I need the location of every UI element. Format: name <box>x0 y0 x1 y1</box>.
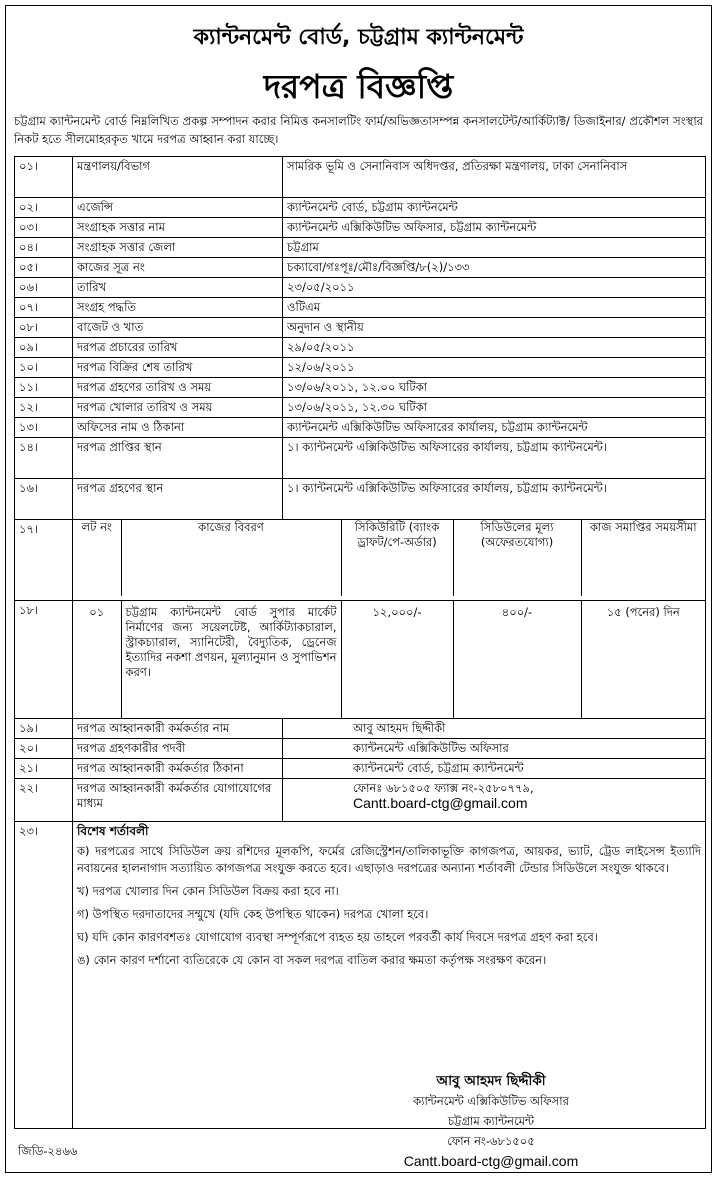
table-row <box>15 358 706 378</box>
row-label: সংগ্রাহক সত্তার জেলা <box>73 238 283 258</box>
signatory-designation: ক্যান্টনমেন্ট এক্সিকিউটিভ অফিসার <box>413 1094 569 1108</box>
row-number: ০৬। <box>15 278 73 298</box>
contact-row <box>15 779 706 822</box>
row-label: দরপত্র প্রাপ্তির স্থান <box>73 438 283 479</box>
completion-time: ১৫ (পনের) দিন <box>581 601 705 718</box>
table-row <box>15 479 706 520</box>
row-number: ২২। <box>15 779 73 822</box>
security-amount: ১২,০০০/- <box>341 601 453 718</box>
row-number: ১২। <box>15 398 73 418</box>
page-title: ক্যান্টনমেন্ট বোর্ড, চট্টগ্রাম ক্যান্টনমেন্ট <box>193 25 524 50</box>
description-col-header: কাজের বিবরণ <box>121 520 341 596</box>
row-number: ২০। <box>15 739 73 759</box>
signatory-name: আবু আহমদ ছিদ্দীকী <box>436 1073 546 1089</box>
row-value: ১। ক্যান্টনমেন্ট এক্সিকিউটিভ অফিসারের কার্যালয়, চট্টগ্রাম ক্যান্টনমেন্ট। <box>283 438 706 479</box>
row-label: দরপত্র গ্রহণের স্থান <box>73 479 283 520</box>
special-conditions-title: বিশেষ শর্তাবলী <box>77 824 149 838</box>
contact-email[interactable]: Cantt.board-ctg@gmail.com <box>353 795 528 811</box>
intro-paragraph: চট্টগ্রাম ক্যান্টনমেন্ট বোর্ড নিম্নলিখিত প্রকল্প সম্পাদন করার নিমিত্ত কনসালটিং ফার্ম/অভিজ্ঞতাসম্পন্ন কনসালটেন্ট/আর্কিট্যাক্ট/ ডিজাইনার/ প্রকৌশল সংস্থার নিকট হতে সীলমোহরকৃত খামে দরপত্র আহ্বান করা যাচ্ছে। <box>14 114 703 146</box>
row-number: ০৮। <box>15 318 73 338</box>
row-number: ১৯। <box>15 719 73 739</box>
row-label: দরপত্র আহ্বানকারী কর্মকর্তার ঠিকানা <box>73 759 283 779</box>
row-value: ওটিএম <box>283 298 706 318</box>
row-label: সংগ্রাহক সত্তার নাম <box>73 218 283 238</box>
lot-header-row <box>15 520 706 601</box>
row-number: ০৫। <box>15 258 73 278</box>
row-label: বাজেট ও খাত <box>73 318 283 338</box>
row-value: ক্যান্টনমেন্ট এক্সিকিউটিভ অফিসারের কার্যালয়, চট্টগ্রাম ক্যান্টনমেন্ট <box>283 418 706 438</box>
lot-number: ০১ <box>89 605 105 619</box>
row-value: ২৯/০৫/২০১১ <box>283 338 706 358</box>
table-row <box>15 198 706 218</box>
row-number: ০৩। <box>15 218 73 238</box>
row-number: ১০। <box>15 358 73 378</box>
row-label: মন্ত্রণালয়/বিভাগ <box>73 157 283 198</box>
table-row <box>15 719 706 739</box>
table-row <box>15 378 706 398</box>
row-number: ১৩। <box>15 418 73 438</box>
row-value: ১৩/০৬/২০১১, ১২.০০ ঘটিকা <box>283 378 706 398</box>
table-row <box>15 318 706 338</box>
table-row <box>15 238 706 258</box>
row-label: দরপত্র গ্রহণের তারিখ ও সময় <box>73 378 283 398</box>
signatory-phone: ফোন নং-৬৮১৫০৫ <box>447 1134 535 1148</box>
condition-item: ঙ) কোন কারণ দর্শানো ব্যতিরেকে যে কোন বা সকল দরপত্র বাতিল করার ক্ষমতা কর্তৃপক্ষ সংরক্ষণ করেন। <box>77 953 547 967</box>
security-col-header: সিকিউরিটি (ব্যাংক ড্রাফট/পে-অর্ডার) <box>341 520 453 596</box>
notice-heading: দরপত্র বিজ্ঞপ্তি <box>263 67 454 106</box>
row-label: সংগ্রহ পদ্ধতি <box>73 298 283 318</box>
signature-block <box>341 1071 641 1171</box>
table-row <box>15 278 706 298</box>
row-number: ১৭। <box>15 520 73 601</box>
table-row <box>15 258 706 278</box>
duration-col-header: কাজ সমাপ্তির সময়সীমা <box>581 520 705 596</box>
table-row <box>15 218 706 238</box>
row-value: চক্যাবো/গঃপূঃ/মৌঃ/বিজ্ঞপ্তি/৮(২)/১৩৩ <box>283 258 706 278</box>
condition-item: ঘ) যদি কোন কারণবশতঃ যোগাযোগ ব্যবস্থা সম্পূর্ণরূপে ব্যহত হয় তাহলে পরবর্তী কার্য দিবসে দরপত্র গ্রহণ করা হবে। <box>77 930 598 944</box>
row-value: ২৩/০৫/২০১১ <box>283 278 706 298</box>
table-row <box>15 398 706 418</box>
row-value: সামরিক ভূমি ও সেনানিবাস অধিদপ্তর, প্রতিরক্ষা মন্ত্রণালয়, ঢাকা সেনানিবাস <box>283 157 706 198</box>
row-label: দরপত্র খোলার তারিখ ও সময় <box>73 398 283 418</box>
condition-item: ক) দরপত্রের সাথে সিডিউল ক্রয় রশিদের মূলকপি, ফর্মের রেজিস্ট্রেশন/তালিকাভূক্তি কাগজপত্র, আয়কর, ভ্যাট, ট্রেড লাইসেন্স ইত্যাদি নবায়নের হালনাগাদ সত্যায়িত কাগজপত্র সংযুক্ত করতে হবে। এছাড়াও দরপত্রের অন্যান্য শর্তাবলী টেন্ডার সিডিউলে সংযুক্ত থাকবে। <box>77 844 701 875</box>
table-row <box>15 438 706 479</box>
row-value: ১৩/০৬/২০১১, ১২.৩০ ঘটিকা <box>283 398 706 418</box>
table-row <box>15 759 706 779</box>
row-label: দরপত্র আহ্বানকারী কর্মকর্তার যোগাযোগের মাধ্যম <box>73 779 283 822</box>
row-value: ক্যান্টনমেন্ট বোর্ড, চট্টগ্রাম ক্যান্টনমেন্ট <box>283 198 706 218</box>
row-value: ক্যান্টনমেন্ট বোর্ড, চট্টগ্রাম ক্যান্টনমেন্ট <box>283 759 706 779</box>
row-value: অনুদান ও স্থানীয় <box>283 318 706 338</box>
tender-table <box>14 156 706 1129</box>
row-label: অফিসের নাম ও ঠিকানা <box>73 418 283 438</box>
row-value: আবু আহমদ ছিদ্দীকী <box>283 719 706 739</box>
row-number: ২৩। <box>15 822 73 1129</box>
row-label: দরপত্র প্রচারের তারিখ <box>73 338 283 358</box>
row-number: ০৭। <box>15 298 73 318</box>
gd-code: জিডি-২৪৬৬ <box>18 1144 78 1158</box>
lot-header <box>73 520 705 596</box>
schedule-price: ৪০০/- <box>453 601 581 718</box>
row-label: এজেন্সি <box>73 198 283 218</box>
row-label: দরপত্র বিক্রির শেষ তারিখ <box>73 358 283 378</box>
row-number: ১১। <box>15 378 73 398</box>
lot-col-header: লট নং <box>81 520 112 534</box>
row-label: তারিখ <box>73 278 283 298</box>
row-value: ক্যান্টনমেন্ট এক্সিকিউটিভ অফিসার <box>283 739 706 759</box>
row-value: ১২/০৬/২০১১ <box>283 358 706 378</box>
row-label: দরপত্র গ্রহণকারীর পদবী <box>73 739 283 759</box>
notice-page <box>5 5 712 1173</box>
row-label: দরপত্র আহ্বানকারী কর্মকর্তার নাম <box>73 719 283 739</box>
row-number: ১৮। <box>15 601 73 719</box>
condition-item: খ) দরপত্র খোলার দিন কোন সিডিউল বিক্রয় করা হবে না। <box>77 884 339 898</box>
row-number: ১৬। <box>15 479 73 520</box>
signatory-office: চট্টগ্রাম ক্যান্টনমেন্ট <box>447 1114 535 1128</box>
row-label: কাজের সূত্র নং <box>73 258 283 278</box>
row-number: ০৪। <box>15 238 73 258</box>
lot-body <box>73 601 705 718</box>
signatory-email[interactable]: Cantt.board-ctg@gmail.com <box>403 1153 579 1169</box>
lot-row <box>15 601 706 719</box>
table-row <box>15 418 706 438</box>
row-number: ২১। <box>15 759 73 779</box>
table-row <box>15 157 706 198</box>
table-row <box>15 739 706 759</box>
work-description: চট্টগ্রাম ক্যান্টনমেন্ট বোর্ড সুপার মার্কেট নির্মাণের জন্য সয়েলটেষ্ট, আর্কিট্যাকচারাল, স্ট্রাকচ্যারাল, স্যানিটেরী, বৈদ্যুতিক, ড্রেনেজ ইত্যাদির নকশা প্রণয়ন, মূল্যানুমান ও সুপাভিশন করণ। <box>121 601 341 718</box>
row-value: চট্টগ্রাম <box>283 238 706 258</box>
table-row <box>15 338 706 358</box>
row-value: ক্যান্টনমেন্ট এক্সিকিউটিভ অফিসার, চট্টগ্রাম ক্যান্টনমেন্ট <box>283 218 706 238</box>
contact-phone: ফোনঃ ৬৮১৫০৫ ফ্যাক্স নং-২৫৮০৭৭৯, <box>353 781 534 795</box>
table-row <box>15 298 706 318</box>
row-number: ০১। <box>15 157 73 198</box>
row-value: ১। ক্যান্টনমেন্ট এক্সিকিউটিভ অফিসারের কার্যালয়, চট্টগ্রাম ক্যান্টনমেন্ট। <box>283 479 706 520</box>
price-col-header: সিডিউলের মূল্য (অফেরতযোগ্য) <box>453 520 581 596</box>
condition-item: গ) উপস্থিত দরদাতাদের সম্মুখে (যদি কেহ উপস্থিত থাকেন) দরপত্র খোলা হবে। <box>77 907 429 921</box>
row-number: ০৯। <box>15 338 73 358</box>
row-number: ০২। <box>15 198 73 218</box>
row-number: ১৪। <box>15 438 73 479</box>
